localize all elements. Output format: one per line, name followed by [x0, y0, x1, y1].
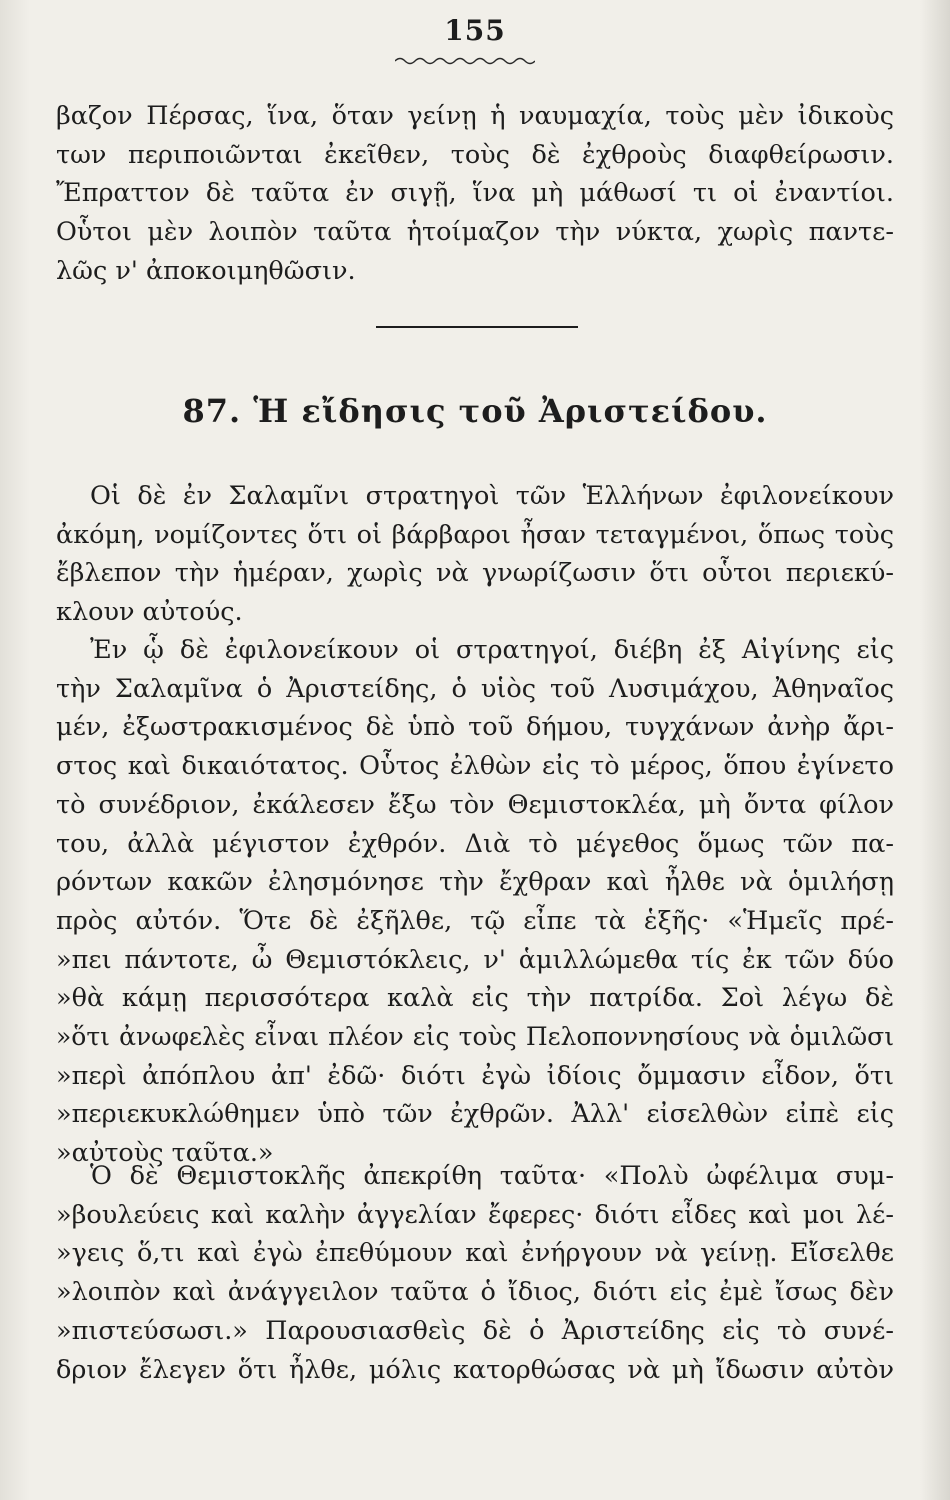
text-line: τὴν Σαλαμῖνα ὁ Ἀριστείδης, ὁ υἱὸς τοῦ Λυσιμάχου, Ἀθηναῖος — [56, 673, 894, 704]
text-line: »περιεκυκλώθημεν ὑπὸ τῶν ἐχθρῶν. Ἀλλ' εἰσελθὼν εἰπὲ εἰς — [56, 1099, 894, 1130]
text-line: τὸ συνέδριον, ἐκάλεσεν ἔξω τὸν Θεμιστοκλέα, μὴ ὄντα φίλον — [56, 789, 894, 820]
text-line: »περὶ ἀπόπλου ἀπ' ἐδῶ· διότι ἐγὼ ἰδίοις ὄμμασιν εἶδον, ὅτι — [56, 1060, 894, 1091]
text-line: Ἐν ᾧ δὲ ἐφιλονείκουν οἱ στρατηγοί, διέβη ἐξ Αἰγίνης εἰς — [90, 635, 894, 665]
text-line: ἔβλεπον τὴν ἡμέραν, χωρὶς νὰ γνωρίζωσιν ὅτι οὗτοι περιεκύ- — [56, 558, 894, 589]
text-line: »ὅτι ἀνωφελὲς εἶναι πλέον εἰς τοὺς Πελοποννησίους νὰ ὁμιλῶσι — [56, 1022, 894, 1052]
text-line: λῶς ν' ἀποκοιμηθῶσιν. — [56, 255, 356, 286]
text-line: πρὸς αὐτόν. Ὅτε δὲ ἐξῆλθε, τῷ εἶπε τὰ ἑξῆς· «Ἡμεῖς πρέ- — [56, 905, 894, 936]
text-line: ρόντων κακῶν ἐλησμόνησε τὴν ἔχθραν καὶ ἦλθε νὰ ὁμιλήσῃ — [56, 867, 894, 898]
text-line: Ἔπραττον δὲ ταῦτα ἐν σιγῇ, ἵνα μὴ μάθωσί τι οἱ ἐναντίοι. — [56, 178, 894, 209]
text-line: δριον ἔλεγεν ὅτι ἦλθε, μόλις κατορθώσας νὰ μὴ ἴδωσιν αὐτὸν — [56, 1354, 894, 1385]
text-line: »πει πάντοτε, ὦ Θεμιστόκλεις, ν' ἁμιλλώμεθα τίς ἐκ τῶν δύο — [56, 944, 894, 975]
text-line: »πιστεύσωσι.» Παρουσιασθεὶς δὲ ὁ Ἀριστείδης εἰς τὸ συνέ- — [56, 1315, 894, 1346]
text-line: »βουλεύεις καὶ καλὴν ἀγγελίαν ἔφερες· διότι εἶδες καὶ μοι λέ- — [56, 1199, 894, 1230]
wavy-ornament — [395, 56, 535, 66]
paragraph — [56, 631, 894, 1173]
text-line: των περιποιῶνται ἐκεῖθεν, τοὺς δὲ ἐχθροὺς διαφθείρωσιν. — [56, 139, 894, 170]
paragraph-continuation — [56, 97, 894, 291]
text-line: βαζον Πέρσας, ἵνα, ὅταν γείνῃ ἡ ναυμαχία, τοὺς μὲν ἰδικοὺς — [56, 101, 894, 131]
text-line: του, ἀλλὰ μέγιστον ἐχθρόν. Διὰ τὸ μέγεθος ὅμως τῶν πα- — [56, 828, 894, 859]
text-line: Οἱ δὲ ἐν Σαλαμῖνι στρατηγοὶ τῶν Ἑλλήνων ἐφιλονείκουν — [90, 481, 894, 511]
text-line: κλουν αὐτούς. — [56, 597, 243, 628]
text-line: στος καὶ δικαιότατος. Οὗτος ἐλθὼν εἰς τὸ μέρος, ὅπου ἐγίνετο — [56, 751, 894, 782]
section-divider — [376, 326, 578, 328]
text-line: ἀκόμη, νομίζοντες ὅτι οἱ βάρβαροι ἦσαν τεταγμένοι, ὅπως τοὺς — [56, 519, 894, 550]
paragraph — [56, 1157, 894, 1389]
page-number: 155 — [444, 14, 506, 47]
paragraph — [56, 477, 894, 632]
text-line: μέν, ἐξωστρακισμένος δὲ ὑπὸ τοῦ δήμου, τυγχάνων ἀνὴρ ἄρι- — [56, 712, 894, 743]
text-line: Οὗτοι μὲν λοιπὸν ταῦτα ἡτοίμαζον τὴν νύκτα, χωρὶς παντε- — [56, 217, 894, 248]
text-line: »αὐτοὺς ταῦτα.» — [56, 1138, 274, 1169]
section-heading: 87. Ἡ εἴδησις τοῦ Ἀριστείδου. — [182, 392, 768, 430]
text-line: Ὁ δὲ Θεμιστοκλῆς ἀπεκρίθη ταῦτα· «Πολὺ ὠφέλιμα συμ- — [90, 1161, 894, 1191]
text-line: »γεις ὅ,τι καὶ ἐγὼ ἐπεθύμουν καὶ ἐνήργουν νὰ γείνῃ. Εἴσελθε — [56, 1238, 894, 1269]
text-line: »λοιπὸν καὶ ἀνάγγειλον ταῦτα ὁ ἴδιος, διότι εἰς ἐμὲ ἴσως δὲν — [56, 1277, 894, 1308]
text-line: »θὰ κάμῃ περισσότερα καλὰ εἰς τὴν πατρίδα. Σοὶ λέγω δὲ — [56, 983, 894, 1014]
